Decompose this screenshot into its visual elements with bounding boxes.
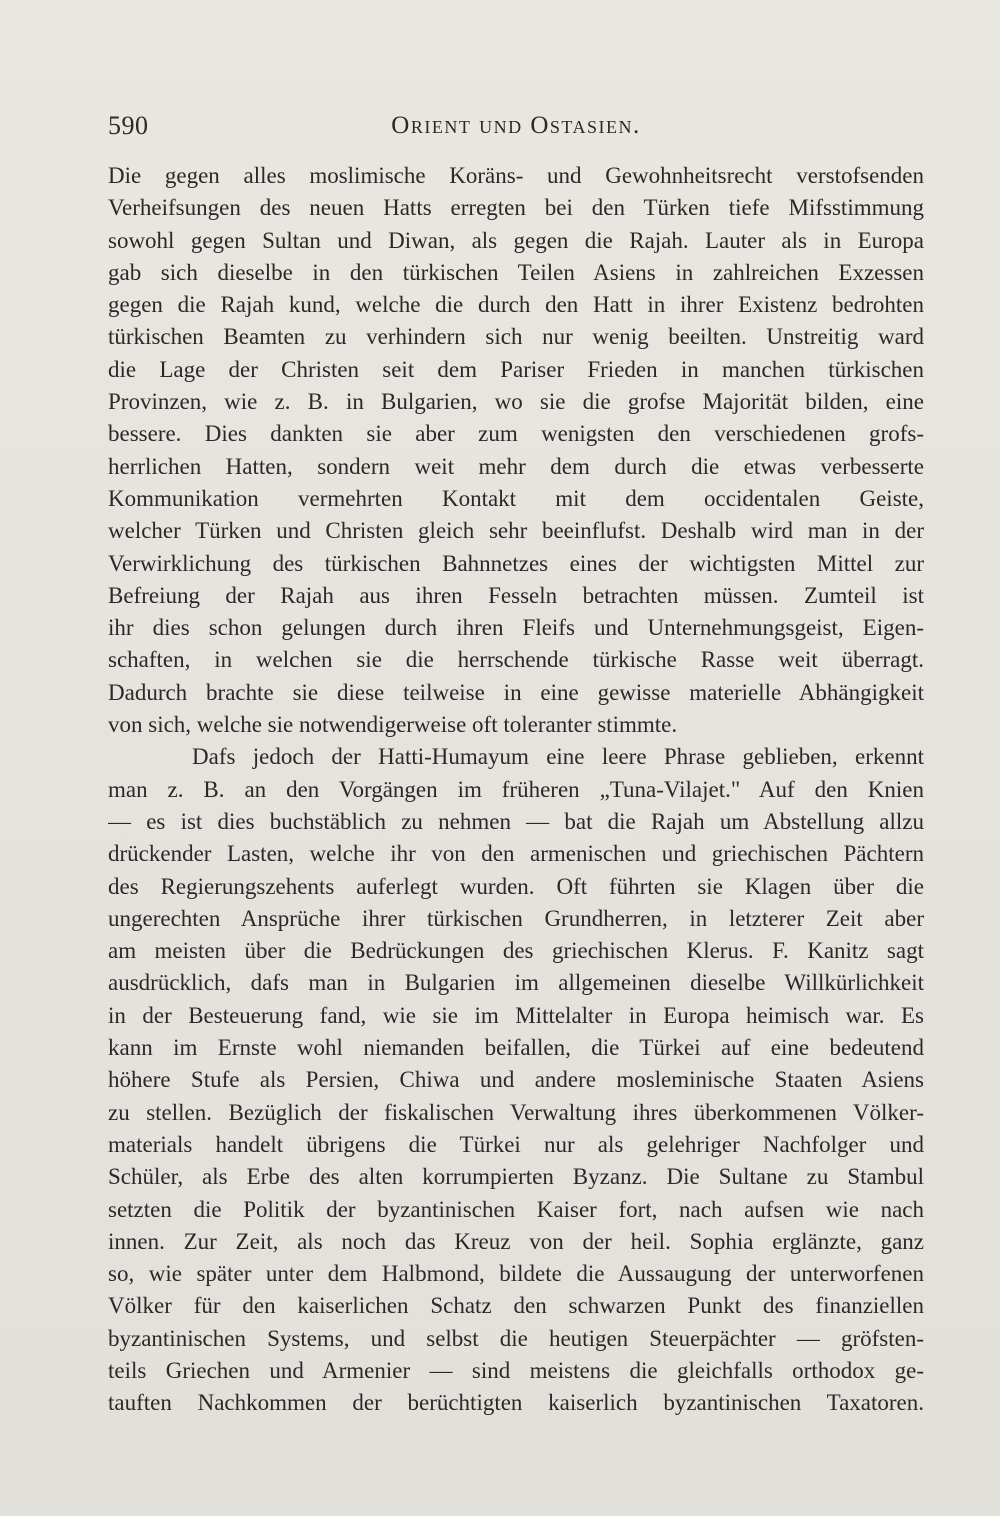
running-title: Orient und Ostasien. [391, 112, 641, 139]
text-line: Befreiung der Rajah aus ihren Fesseln betrachten müssen. Zumteil ist [108, 582, 924, 608]
text-line: ausdrücklich, dafs man in Bulgarien im allgemeinen dieselbe Willkürlichkeit [108, 970, 924, 996]
text-line: gegen die Rajah kund, welche die durch den Hatt in ihrer Existenz bedrohten [108, 292, 924, 318]
text-line: Verwirklichung des türkischen Bahnnetzes eines der wichtigsten Mittel zur [108, 550, 924, 576]
text-line: zu stellen. Bezüglich der fiskalischen Verwaltung ihres überkommenen Völker- [108, 1099, 924, 1125]
paragraph-start-line: Dafs jedoch der Hatti-Humayum eine leere Phrase geblieben, erkennt [192, 744, 924, 770]
text-line: Schüler, als Erbe des alten korrumpierten Byzanz. Die Sultane zu Stambul [108, 1164, 924, 1190]
body-text [108, 160, 924, 1420]
text-line: gab sich dieselbe in den türkischen Teilen Asiens in zahlreichen Exzessen [108, 259, 924, 285]
text-line: Provinzen, wie z. B. in Bulgarien, wo sie die grofse Majorität bilden, eine [108, 389, 924, 415]
text-line: byzantinischen Systems, und selbst die heutigen Steuerpächter — gröfsten- [108, 1325, 924, 1351]
text-line: setzten die Politik der byzantinischen Kaiser fort, nach aufsen wie nach [108, 1196, 924, 1222]
text-line: schaften, in welchen sie die herrschende türkische Rasse weit überragt. [108, 647, 924, 673]
text-line: tauften Nachkommen der berüchtigten kaiserlich byzantinischen Taxatoren. [108, 1390, 924, 1416]
text-line: kann im Ernste wohl niemanden beifallen, die Türkei auf eine bedeutend [108, 1035, 924, 1061]
page-number: 590 [108, 111, 149, 140]
text-line: herrlichen Hatten, sondern weit mehr dem durch die etwas verbesserte [108, 453, 924, 479]
text-line: sowohl gegen Sultan und Diwan, als gegen die Rajah. Lauter als in Europa [108, 227, 924, 253]
text-line: bessere. Dies dankten sie aber zum wenigsten den verschiedenen grofs- [108, 421, 924, 447]
text-line: des Regierungszehents auferlegt wurden. Oft führten sie Klagen über die [108, 873, 924, 899]
text-line: teils Griechen und Armenier — sind meistens die gleichfalls orthodox ge- [108, 1357, 924, 1383]
text-line: materials handelt übrigens die Türkei nur als gelehriger Nachfolger und [108, 1131, 924, 1157]
text-line: die Lage der Christen seit dem Pariser Frieden in manchen türkischen [108, 356, 924, 382]
text-line: Verheifsungen des neuen Hatts erregten bei den Türken tiefe Mifsstimmung [108, 195, 924, 221]
text-line: Völker für den kaiserlichen Schatz den schwarzen Punkt des finanziellen [108, 1293, 924, 1319]
text-line: türkischen Beamten zu verhindern sich nur wenig beeilten. Unstreitig ward [108, 324, 924, 350]
text-line: ihr dies schon gelungen durch ihren Fleifs und Unternehmungsgeist, Eigen- [108, 615, 924, 641]
text-line: höhere Stufe als Persien, Chiwa und andere mosleminische Staaten Asiens [108, 1067, 924, 1093]
text-line: — es ist dies buchstäblich zu nehmen — bat die Rajah um Abstellung allzu [108, 808, 924, 834]
text-line: am meisten über die Bedrückungen des griechischen Klerus. F. Kanitz sagt [108, 938, 924, 964]
running-head [108, 106, 924, 146]
text-line: Dadurch brachte sie diese teilweise in eine gewisse materielle Abhängigkeit [108, 679, 924, 705]
text-line: man z. B. an den Vorgängen im früheren „Tuna-Vilajet." Auf den Knien [108, 776, 924, 802]
text-line: so, wie später unter dem Halbmond, bildete die Aussaugung der unterworfenen [108, 1261, 924, 1287]
text-line: Die gegen alles moslimische Koräns- und Gewohnheitsrecht verstofsenden [108, 163, 924, 188]
text-line: Kommunikation vermehrten Kontakt mit dem occidentalen Geiste, [108, 485, 924, 511]
text-line: welcher Türken und Christen gleich sehr beeinflufst. Deshalb wird man in der [108, 518, 924, 544]
paragraph-end-line: von sich, welche sie notwendigerweise oft toleranter stimmte. [108, 712, 678, 738]
text-line: in der Besteuerung fand, wie sie im Mittelalter in Europa heimisch war. Es [108, 1002, 924, 1028]
text-line: innen. Zur Zeit, als noch das Kreuz von der heil. Sophia erglänzte, ganz [108, 1228, 924, 1254]
text-line: drückender Lasten, welche ihr von den armenischen und griechischen Pächtern [108, 841, 924, 867]
text-line: ungerechten Ansprüche ihrer türkischen Grundherren, in letzterer Zeit aber [108, 905, 924, 931]
